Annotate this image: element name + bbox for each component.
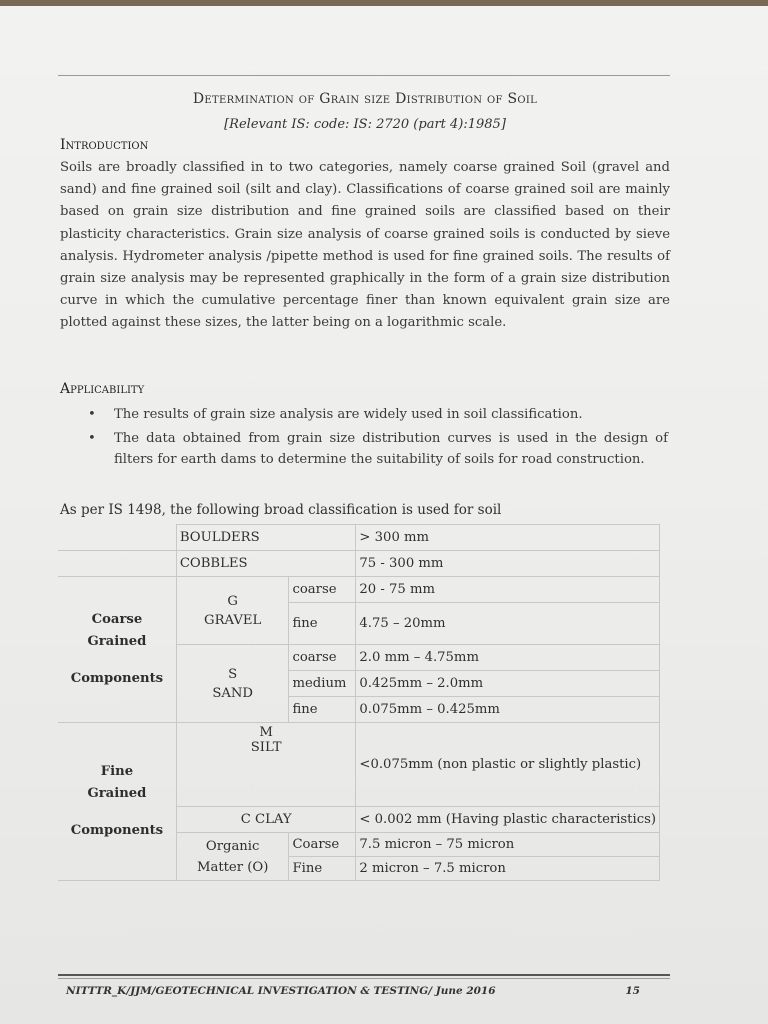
soil-classification-table bbox=[58, 524, 660, 881]
organic-fine-label: Fine bbox=[289, 857, 356, 881]
clay-range: < 0.002 mm (Having plastic characteristics) bbox=[356, 807, 660, 833]
gravel-coarse-range: 20 - 75 mm bbox=[356, 577, 660, 603]
list-item: • The results of grain size analysis are widely used in soil classification. bbox=[88, 404, 668, 426]
boulders-label: BOULDERS bbox=[176, 525, 356, 551]
page-footer bbox=[66, 985, 640, 997]
classification-intro: As per IS 1498, the following broad classification is used for soil bbox=[60, 502, 502, 518]
gravel-coarse-label: coarse bbox=[289, 577, 356, 603]
organic-matter-cell: Organic Matter (O) bbox=[176, 833, 289, 881]
cobbles-range: 75 - 300 mm bbox=[356, 551, 660, 577]
table-row bbox=[58, 525, 660, 551]
page-subtitle: [Relevant IS: code: IS: 2720 (part 4):1985] bbox=[224, 117, 506, 132]
sand-fine-range: 0.075mm – 0.425mm bbox=[356, 697, 660, 723]
sand-fine-label: fine bbox=[289, 697, 356, 723]
bullet-icon: • bbox=[88, 407, 96, 422]
table-row bbox=[58, 723, 660, 807]
page-title: Determination of Grain size Distribution of Soil bbox=[192, 91, 538, 107]
table-row bbox=[58, 551, 660, 577]
organic-coarse-range: 7.5 micron – 75 micron bbox=[356, 833, 660, 857]
silt-range: <0.075mm (non plastic or slightly plastic) bbox=[356, 723, 660, 807]
fine-grained-group: Fine Grained Components bbox=[58, 723, 176, 881]
page-number: 15 bbox=[625, 985, 640, 997]
gravel-fine-label: fine bbox=[289, 603, 356, 645]
sand-medium-label: medium bbox=[289, 671, 356, 697]
organic-coarse-label: Coarse bbox=[289, 833, 356, 857]
list-item: • The data obtained from grain size distribution curves is used in the design of filters for earth dams to determine the suitability of soils for road construction. bbox=[88, 428, 668, 471]
page-top-edge bbox=[0, 0, 768, 6]
applicability-list bbox=[88, 404, 668, 473]
footer-rule-thick bbox=[58, 974, 670, 976]
applicability-heading: Applicability bbox=[60, 381, 145, 397]
silt-cell: M SILT bbox=[176, 723, 356, 807]
sand-cell: S SAND bbox=[176, 645, 289, 723]
sand-coarse-range: 2.0 mm – 4.75mm bbox=[356, 645, 660, 671]
gravel-fine-range: 4.75 – 20mm bbox=[356, 603, 660, 645]
introduction-paragraph: Soils are broadly classified in to two categories, namely coarse grained Soil (gravel and sand) and fine grained soil (silt and clay). Classifications of coarse grained soil are mainly based on grain size distribution and fine grained soils are classified based on their plasticity characteristics. Grain size analysis of coarse grained soils is conducted by sieve analysis. Hydrometer analysis /pipette method is used for fine grained soils. The results of grain size analysis may be represented graphically in the form of a grain size distribution curve in which the cumulative percentage finer than known equivalent grain size are plotted against these sizes, the latter being on a logarithmic scale. bbox=[60, 160, 670, 331]
organic-fine-range: 2 micron – 7.5 micron bbox=[356, 857, 660, 881]
header-rule bbox=[58, 75, 670, 76]
sand-coarse-label: coarse bbox=[289, 645, 356, 671]
clay-label: C CLAY bbox=[176, 807, 356, 833]
introduction-heading: Introduction bbox=[60, 137, 149, 153]
bullet-icon: • bbox=[88, 430, 96, 446]
footer-text: NITTTR_K/JJM/GEOTECHNICAL INVESTIGATION & TESTING/ June 2016 bbox=[66, 985, 496, 997]
footer-rule-thin bbox=[58, 978, 670, 979]
gravel-cell: G GRAVEL bbox=[176, 577, 289, 645]
sand-medium-range: 0.425mm – 2.0mm bbox=[356, 671, 660, 697]
coarse-grained-group: Coarse Grained Components bbox=[58, 577, 176, 723]
cobbles-label: COBBLES bbox=[176, 551, 356, 577]
boulders-range: > 300 mm bbox=[356, 525, 660, 551]
table-row bbox=[58, 577, 660, 603]
